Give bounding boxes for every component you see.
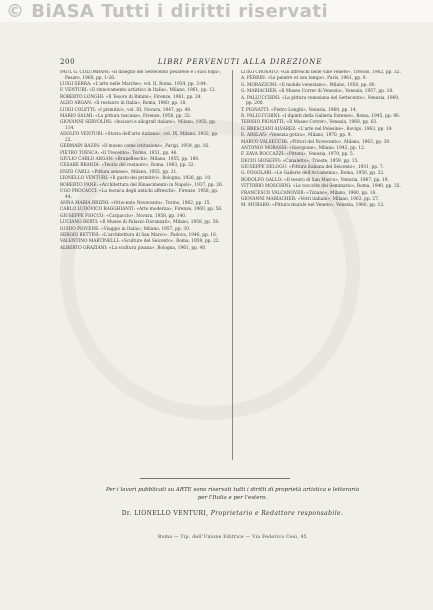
list-item: ROBERTO LONGHI: «Il Tesoro di Rimini», Firenze, 1961, pp. 24. bbox=[60, 94, 202, 100]
rights-notice-line-2: per l'Italia e per l'estero. bbox=[197, 495, 268, 501]
list-item: DECIO GIOSEFFI: «Canaletto», Trieste, 1959, pp. 15. bbox=[241, 158, 359, 164]
list-item: GIOVANNI MARIACHER: «Vetri italiani», Milano, 1963, pp. 27. bbox=[241, 197, 380, 203]
printer-imprint: Roma — Tip. dell'Unione Editrice — Via Federico Cesi, 45 bbox=[158, 535, 307, 540]
page-number: 200 bbox=[60, 58, 76, 66]
list-item: G. MORAZZONI: «Il mobile veneziano», Milano, 1958, pp. 80. bbox=[241, 82, 376, 88]
list-item: FRANCESCO VALCANOVER: «Tiziano», Milano, 1960, pp. 18. bbox=[241, 190, 377, 196]
director-line bbox=[60, 510, 405, 517]
list-item: ENZO CARLI: «Pittura senese», Milano, 1955, pp. 21. bbox=[60, 169, 178, 175]
list-item: VALENTINO MARTINELLI: «Sculture del Seicento», Roma, 1959, pp. 22. bbox=[60, 239, 221, 245]
list-item: ADOLFO VENTURI: «Storia dell'arte italiana», vol. IX, Milano, 1932, pp. 22. bbox=[60, 132, 219, 143]
list-item: SERGIO BETTINI: «L'architettura di San Marco», Padova, 1946, pp. 16. bbox=[60, 232, 218, 238]
watermark: © BiASA Tutti i diritti riservati bbox=[0, 0, 433, 22]
list-item: CESARE BRANDI: «Teoria del restauro», Roma, 1963, pp. 32. bbox=[60, 163, 195, 169]
list-item: ALDO ARGAN: «Il restauro in Italia», Roma, 1960, pp. 18. bbox=[60, 101, 187, 107]
list-item: GIUSEPPE FIOCCO: «Carpaccio», Novara, 1958, pp. 140. bbox=[60, 213, 187, 219]
list-item: PIETRO TOESCA: «Il Trecento», Torino, 1951, pp. 46. bbox=[60, 150, 178, 156]
list-item: GIOVANNI SERVOLINI: «Incisori e xilografi italiani», Milano, 1955, pp. 114. bbox=[60, 120, 217, 131]
director-name: Dr. LIONELLO VENTURI, bbox=[121, 510, 209, 517]
list-item: F. VENTURI: «Il rinnovamento artistico in Italia», Milano, 1961, pp. 12. bbox=[60, 88, 217, 94]
list-item: A. PERRIN: «Le peintre et son temps», Paris, 1961, pp. 9. bbox=[241, 76, 367, 82]
list-item: MARCO VALSECCHI: «Pittori del Novecento», Milano, 1963, pp. 30. bbox=[241, 139, 391, 145]
right-column bbox=[241, 70, 405, 460]
rights-notice bbox=[60, 486, 405, 502]
list-item: ANTONIO MORASSI: «Giorgione», Milano, 1942, pp. 12. bbox=[241, 145, 366, 151]
list-item: PAUL G. COLUMBANI: «Il disegno del Settecento pesarese e i suoi fogli», Pesaro, 1960, pp. 1-26. bbox=[60, 70, 222, 81]
list-item: GERMAIN BAZIN: «Il museo come istituzione», Parigi, 1959, pp. 16. bbox=[60, 144, 210, 150]
list-item: VITTORIO MOSCHINI: «Le raccolte del Seminario», Roma, 1940, pp. 35. bbox=[241, 184, 401, 190]
book-list bbox=[60, 70, 405, 460]
list-item: LIONELLO VENTURI: «Il gusto dei primitivi», Bologna, 1926, pp. 10. bbox=[60, 176, 212, 182]
list-item: ANNA MARIA BRIZIO: «Ottocento Novecento», Torino, 1962, pp. 15. bbox=[60, 201, 211, 207]
list-item: A. PALLUCCHINI: «La pittura veneziana del Settecento», Venezia, 1960, pp. 200. bbox=[241, 95, 400, 107]
list-item: LUIGI COLETTI: «I primitivi», vol. III, Novara, 1947, pp. 40. bbox=[60, 107, 192, 113]
list-item: LUCIANO BERTI: «Il Museo di Palazzo Davanzati», Milano, 1958, pp. 58. bbox=[60, 220, 220, 226]
running-title: LIBRI PERVENUTI ALLA DIREZIONE bbox=[157, 58, 323, 66]
list-item: RODOLFO GALLO: «Il tesoro di San Marco», Venezia, 1967, pp. 19. bbox=[241, 177, 389, 183]
list-item: G. BRESCIANI ALVAREZ: «L'arte nel Polesine», Rovigo, 1963, pp. 14. bbox=[241, 126, 393, 132]
list-item: F. ZAVA BOCCAZZI: «Pittoni», Venezia, 1979, pp. 5. bbox=[241, 152, 355, 158]
list-item: GIUSEPPE DELOGU: «Pittura italiana del Seicento», 1931, pp. 7. bbox=[241, 165, 384, 171]
director-role: Proprietario e Redattore responsabile. bbox=[210, 510, 344, 517]
list-item: M. MURARO: «Pittura murale nel Veneto», Venezia, 1960, pp. 12. bbox=[241, 203, 385, 209]
section-divider bbox=[140, 478, 290, 479]
list-item: GUIDO PIOVENE: «Viaggio in Italia», Milano, 1957, pp. 30. bbox=[60, 226, 191, 232]
column-divider bbox=[232, 70, 233, 460]
list-item: LUIGI CROSATO: «Gli affreschi nelle ville venete», Treviso, 1962, pp. 32. bbox=[241, 70, 401, 75]
list-item: ROBERTO PANE: «Architettura del Rinascimento in Napoli», 1937, pp. 26. bbox=[60, 182, 224, 188]
list-item: UGO PROCACCI: «La tecnica degli antichi affreschi», Firenze, 1958, pp. 44. bbox=[60, 189, 219, 200]
list-item: GIULIO CARLO ARGAN: «Brunelleschi», Milano, 1955, pp. 180. bbox=[60, 157, 200, 163]
rights-notice-line-1: Per i lavori pubblicati su ARTE sono riservati tutti i diritti di proprietà artistica e letteraria bbox=[105, 487, 360, 493]
list-item: T. PIGNATTI: «Pietro Longhi», Venezia, 1968, pp. 14. bbox=[241, 107, 357, 113]
list-item: LUIGI SERRA: «L'arte nelle Marche», vol. II, Roma, 1934, pp. 3-84. bbox=[60, 81, 208, 87]
list-item: CARLO LUDOVICO RAGGHIANTI: «Arte moderna», Firenze, 1960, pp. 56. bbox=[60, 207, 223, 213]
list-item: ALBERTO GRAZIANI: «La scultura pisana», Bologna, 1961, pp. 40. bbox=[60, 245, 207, 251]
list-item: G. MARIACHER: «Il Museo Correr di Venezia», Venezia, 1957, pp. 18. bbox=[241, 89, 394, 95]
page-header bbox=[60, 58, 405, 66]
list-item: G. FOGOLARI: «Le Gallerie dell'Accademia», Roma, 1950, pp. 22. bbox=[241, 171, 385, 177]
left-column bbox=[60, 70, 224, 460]
list-item: TERISIO PIGNATTI: «Il Museo Correr», Venezia, 1960, pp. 63. bbox=[241, 120, 378, 126]
list-item: R. PALLUCCHINI: «I dipinti della Galleria Estense», Roma, 1945, pp. 96. bbox=[241, 113, 401, 119]
list-item: E. ARSLAN: «Venezia gotica», Milano, 1970, pp. 9. bbox=[241, 133, 352, 139]
list-item: MARIO SALMI: «La pittura toscana», Firenze, 1958, pp. 32. bbox=[60, 113, 192, 119]
